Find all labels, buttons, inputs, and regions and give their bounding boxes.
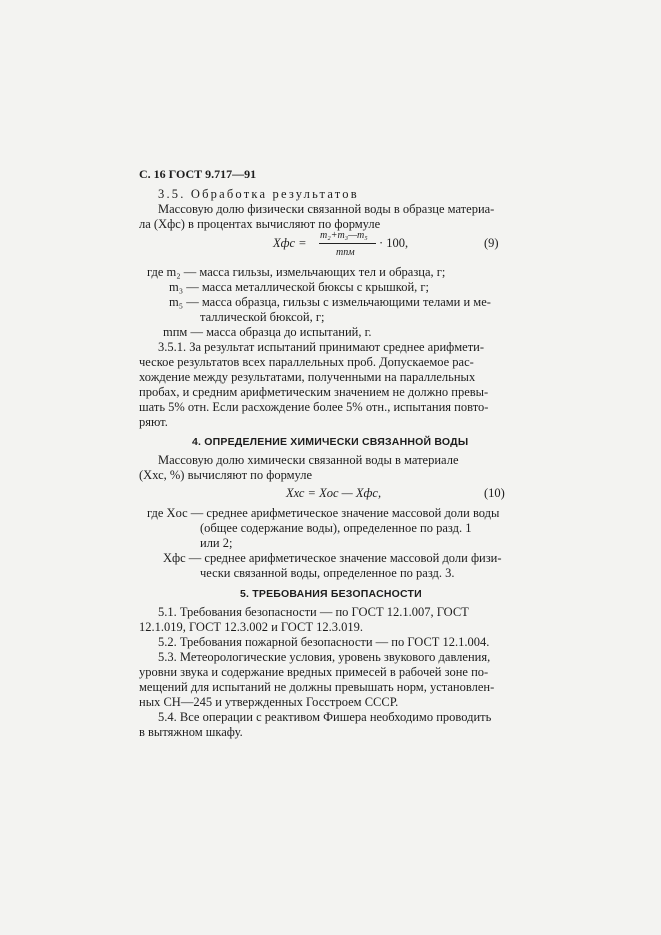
s4-p2: (Xхс, %) вычисляют по формуле [139, 468, 313, 482]
s35-where-2: m₃ — масса металлической бюксы с крышкой, г; [169, 280, 429, 294]
formula-9-fraction-bar [319, 243, 376, 244]
s5-l2: 12.1.019, ГОСТ 12.3.002 и ГОСТ 12.3.019. [139, 620, 363, 634]
s4-where-2: Xфс — среднее арифметическое значение массовой доли физи- [163, 551, 502, 565]
s351-l5: шать 5% отн. Если расхождение более 5% отн., испытания повто- [139, 400, 489, 414]
s5-l9: в вытяжном шкафу. [139, 725, 243, 739]
s5-l8: 5.4. Все операции с реактивом Фишера необходимо проводить [158, 710, 492, 724]
formula-9-number: (9) [484, 236, 499, 250]
s5-l5: уровни звука и содержание вредных примесей в рабочей зоне по- [139, 665, 489, 679]
s351-l4: пробах, и средним арифметическим значением не должно превы- [139, 385, 489, 399]
s351-l1: 3.5.1. За результат испытаний принимают среднее арифмети- [158, 340, 485, 354]
section-3-5-title: 3.5. Обработка результатов [158, 187, 359, 201]
section-5-title: 5. ТРЕБОВАНИЯ БЕЗОПАСНОСТИ [240, 588, 422, 600]
s35-p1: Массовую долю физически связанной воды в образце материа- [158, 202, 495, 216]
s35-p2: ла (Xфс) в процентах вычисляют по формуле [139, 217, 381, 231]
formula-9-rhs: · 100, [379, 236, 409, 250]
s4-where-1: где Xос — среднее арифметическое значение массовой доли воды [147, 506, 500, 520]
formula-10-number: (10) [484, 486, 505, 500]
s351-l6: ряют. [139, 415, 168, 429]
section-4-title: 4. ОПРЕДЕЛЕНИЕ ХИМИЧЕСКИ СВЯЗАННОЙ ВОДЫ [192, 436, 469, 448]
s5-l4: 5.3. Метеорологические условия, уровень звукового давления, [158, 650, 491, 664]
s351-l2: ческое результатов всех параллельных проб. Допускаемое рас- [139, 355, 474, 369]
s4-where-2b: чески связанной воды, определенное по разд. 3. [200, 566, 455, 580]
s5-l7: ных СН—245 и утвержденных Госстроем СССР. [139, 695, 399, 709]
s351-l3: хождение между результатами, полученными на параллельных [139, 370, 476, 384]
s5-l1: 5.1. Требования безопасности — по ГОСТ 12.1.007, ГОСТ [158, 605, 469, 619]
s35-where-4: mпм — масса образца до испытаний, г. [163, 325, 372, 339]
formula-9-lhs: Xфс = [273, 236, 307, 250]
formula-9-denominator: mпм [336, 247, 355, 258]
s35-where-3: m₅ — масса образца, гильзы с измельчающими телами и ме- [169, 295, 491, 309]
s4-where-1b: (общее содержание воды), определенное по разд. 1 [200, 521, 472, 535]
s35-where-3b: таллической бюксой, г; [200, 310, 325, 324]
s4-where-1c: или 2; [200, 536, 233, 550]
s5-l3: 5.2. Требования пожарной безопасности — по ГОСТ 12.1.004. [158, 635, 490, 649]
formula-9-numerator: m₂+m₃—m₅ [320, 230, 368, 241]
page-header: С. 16 ГОСТ 9.717—91 [139, 167, 257, 181]
formula-10-body: Xхс = Xос — Xфс, [286, 486, 382, 500]
s35-where-1: где m₂ — масса гильзы, измельчающих тел и образца, г; [147, 265, 446, 279]
s5-l6: мещений для испытаний не должны превышать норм, установлен- [139, 680, 495, 694]
s4-p1: Массовую долю химически связанной воды в материале [158, 453, 459, 467]
